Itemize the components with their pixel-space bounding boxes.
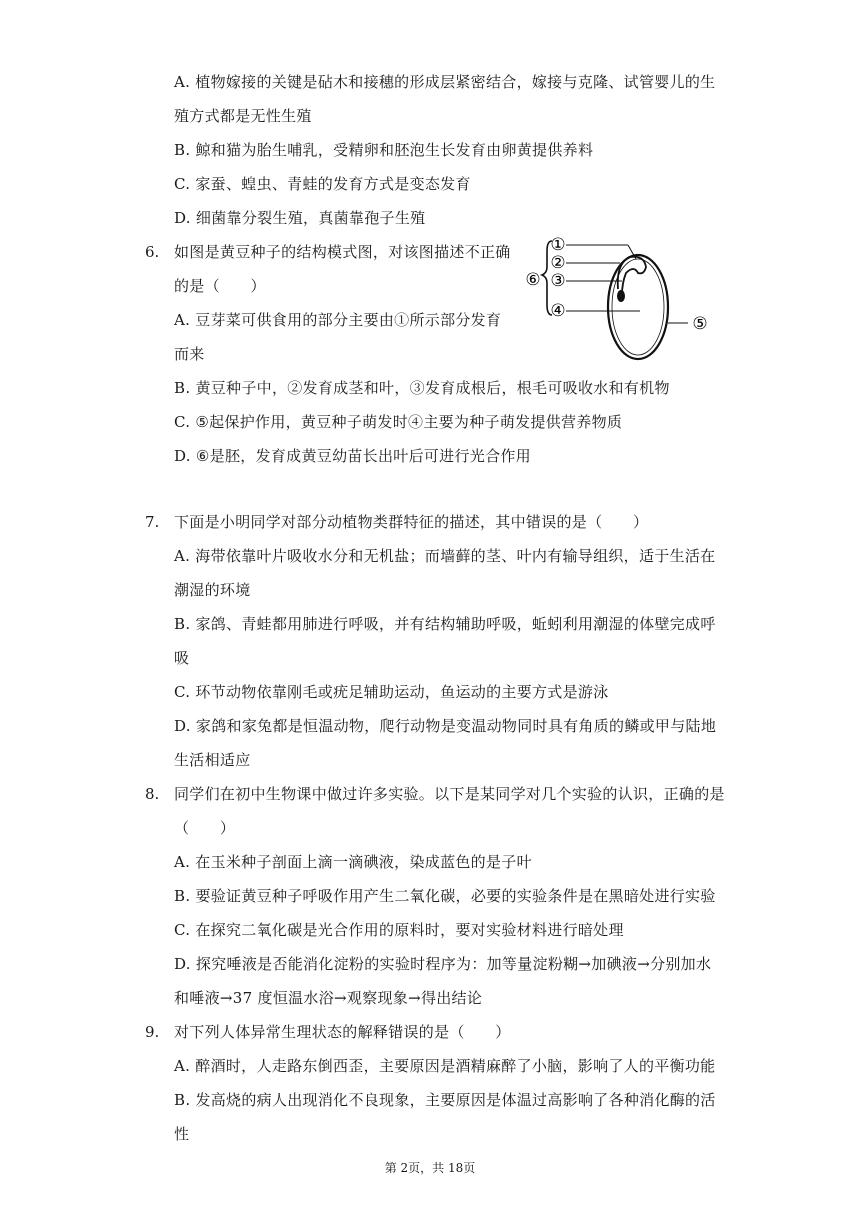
q6-option-a-line1: A. 豆芽菜可供食用的部分主要由①所示部分发育 [174, 311, 502, 329]
q5-option-c: C. 家蚕、蝗虫、青蛙的发育方式是变态发育 [174, 175, 471, 193]
q9-option-b-line2: 性 [174, 1125, 190, 1143]
q5-option-a-line2: 殖方式都是无性生殖 [174, 107, 312, 125]
q7-option-d-line2: 生活相适应 [174, 751, 251, 769]
q8-option-a: A. 在玉米种子剖面上滴一滴碘液，染成蓝色的是子叶 [174, 853, 532, 871]
soybean-seed-diagram [522, 233, 722, 363]
q7-option-b-line1: B. 家鸽、青蛙都用肺进行呼吸，并有结构辅助呼吸，蚯蚓利用潮湿的体壁完成呼 [174, 615, 716, 633]
q6-option-b: B. 黄豆种子中，②发育成茎和叶，③发育成根后，根毛可吸收水和有机物 [174, 379, 670, 397]
label-6: ⑥ [525, 270, 541, 290]
q8-stem-line2: （ ） [174, 819, 236, 837]
q6-option-a-line2: 而来 [174, 345, 205, 363]
q8-option-d-line1: D. 探究唾液是否能消化淀粉的实验时程序为：加等量淀粉糊→加碘液→分别加水 [174, 955, 712, 973]
seed-coat-shape [608, 255, 668, 359]
q6-stem-line2: 的是（ ） [174, 277, 266, 295]
q6-stem-line1: 如图是黄豆种子的结构模式图，对该图描述不正确 [174, 243, 511, 261]
page-footer: 第 2页，共 18页 [384, 1161, 476, 1175]
q7-option-c: C. 环节动物依靠刚毛或疣足辅助运动，鱼运动的主要方式是游泳 [174, 683, 609, 701]
q9-option-b-line1: B. 发高烧的病人出现消化不良现象，主要原因是体温过高影响了各种消化酶的活 [174, 1091, 716, 1109]
q8-option-d-line2: 和唾液→37 度恒温水浴→观察现象→得出结论 [174, 989, 483, 1007]
q5-option-b: B. 鲸和猫为胎生哺乳，受精卵和胚泡生长发育由卵黄提供养料 [174, 141, 594, 159]
q9-option-a: A. 醉酒时，人走路东倒西歪，主要原因是酒精麻醉了小脑，影响了人的平衡功能 [174, 1057, 716, 1075]
q7-option-a-line1: A. 海带依靠叶片吸收水分和无机盐；而墙藓的茎、叶内有输导组织，适于生活在 [174, 547, 716, 565]
q8-number: 8. [145, 785, 160, 803]
soybean-seed-svg [522, 233, 722, 363]
radicle-shape [617, 290, 625, 302]
embryo-axis-shape [618, 257, 646, 295]
q6-option-c: C. ⑤起保护作用，黄豆种子萌发时④主要为种子萌发提供营养物质 [174, 413, 623, 431]
q6-option-d: D. ⑥是胚，发育成黄豆幼苗长出叶后可进行光合作用 [174, 447, 531, 465]
q8-option-c: C. 在探究二氧化碳是光合作用的原料时，要对实验材料进行暗处理 [174, 921, 624, 939]
label-1: ① [550, 235, 566, 255]
q7-option-b-line2: 吸 [174, 649, 190, 667]
q5-option-d: D. 细菌靠分裂生殖，真菌靠孢子生殖 [174, 209, 426, 227]
q9-stem: 对下列人体异常生理状态的解释错误的是（ ） [174, 1023, 511, 1041]
q7-option-a-line2: 潮湿的环境 [174, 581, 251, 599]
q9-number: 9. [145, 1023, 160, 1041]
q8-stem-line1: 同学们在初中生物课中做过许多实验。以下是某同学对几个实验的认识，正确的是 [174, 785, 725, 803]
label-4: ④ [550, 301, 566, 321]
label-2: ② [550, 253, 566, 273]
q7-option-d-line1: D. 家鸽和家兔都是恒温动物，爬行动物是变温动物同时具有角质的鳞或甲与陆地 [174, 717, 717, 735]
q8-option-b: B. 要验证黄豆种子呼吸作用产生二氧化碳，必要的实验条件是在黑暗处进行实验 [174, 887, 716, 905]
label-3: ③ [550, 271, 566, 291]
q6-number: 6. [145, 243, 160, 261]
q5-option-a-line1: A. 植物嫁接的关键是砧木和接穗的形成层紧密结合，嫁接与克隆、试管婴儿的生 [174, 73, 716, 91]
q7-stem: 下面是小明同学对部分动植物类群特征的描述，其中错误的是（ ） [174, 513, 649, 531]
q7-number: 7. [145, 513, 160, 531]
label-5: ⑤ [692, 314, 708, 334]
